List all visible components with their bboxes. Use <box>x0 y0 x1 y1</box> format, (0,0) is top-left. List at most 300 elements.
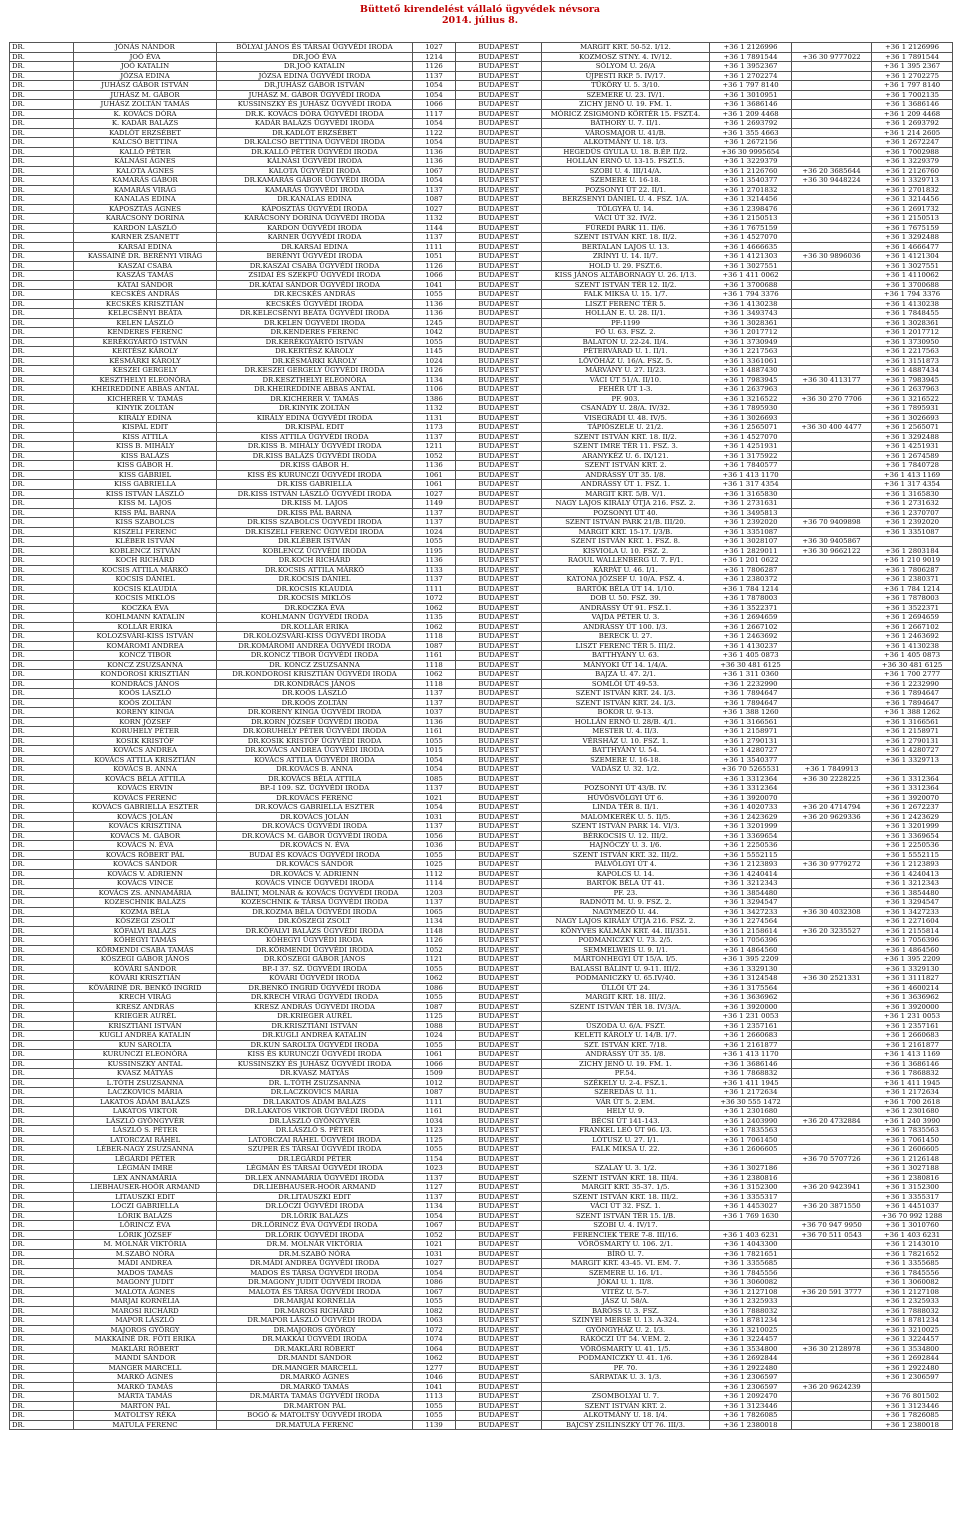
cell-fax: +36 1 3210025 <box>872 1325 953 1335</box>
cell-city: BUDAPEST <box>456 594 542 604</box>
cell-name: KOSIK KRISTÓF <box>74 736 217 746</box>
cell-phone: +36 1 8781234 <box>710 1316 792 1326</box>
cell-name: KISS B. MIHÁLY <box>74 442 217 452</box>
cell-phone: +36 1 2398476 <box>710 204 792 214</box>
cell-office: KISS ATTILA ÜGYVÉDI IRODA <box>217 432 413 442</box>
cell-name: KORENY KINGA <box>74 708 217 718</box>
cell-name: K. KOVÁCS DÓRA <box>74 109 217 119</box>
cell-office: DR.KASZAI CSABA ÜGYVÉDI IRODA <box>217 261 413 271</box>
cell-title: DR. <box>10 936 74 946</box>
cell-city: BUDAPEST <box>456 869 542 879</box>
cell-title: DR. <box>10 233 74 243</box>
cell-address: BARÓSS U. 3. FSZ. <box>542 1306 710 1316</box>
cell-zip: 1137 <box>413 233 456 243</box>
cell-office: DR.KANALAS EDINA <box>217 195 413 205</box>
cell-zip: 1134 <box>413 375 456 385</box>
cell-mobile: +36 30 9779272 <box>792 860 872 870</box>
table-row <box>10 907 953 917</box>
cell-mobile <box>792 242 872 252</box>
cell-address: PF.54. <box>542 1069 710 1079</box>
cell-fax: +36 76 801502 <box>872 1392 953 1402</box>
cell-fax: +36 1 2158971 <box>872 727 953 737</box>
cell-fax: +36 1 2172634 <box>872 1088 953 1098</box>
cell-zip: 1087 <box>413 1088 456 1098</box>
cell-phone: +36 30 555 1472 <box>710 1097 792 1107</box>
cell-title: DR. <box>10 489 74 499</box>
cell-zip: 1132 <box>413 404 456 414</box>
cell-fax: +36 1 700 2777 <box>872 670 953 680</box>
cell-name: JUHÁSZ M. GÁBOR <box>74 90 217 100</box>
cell-title: DR. <box>10 651 74 661</box>
table-row <box>10 841 953 851</box>
cell-name: LATORCZAI RÁHEL <box>74 1135 217 1145</box>
cell-zip: 1136 <box>413 147 456 157</box>
cell-title: DR. <box>10 423 74 433</box>
cell-fax: +36 1 3369654 <box>872 831 953 841</box>
cell-zip: 1211 <box>413 442 456 452</box>
cell-office: ZSIDAI ÉS SZEKFŰ ÜGYVÉDI IRODA <box>217 271 413 281</box>
cell-address: BÉCSI ÚT 141-143. <box>542 1116 710 1126</box>
cell-mobile: +36 20 4714794 <box>792 803 872 813</box>
cell-address: VAJDA PÉTER U. 3. <box>542 613 710 623</box>
cell-zip: 1062 <box>413 1354 456 1364</box>
cell-zip: 1067 <box>413 1221 456 1231</box>
cell-title: DR. <box>10 613 74 623</box>
cell-office: KOVÁCS ATTILA ÜGYVÉDI IRODA <box>217 755 413 765</box>
cell-city: BUDAPEST <box>456 1183 542 1193</box>
cell-title: DR. <box>10 185 74 195</box>
cell-fax: +36 1 317 4354 <box>872 480 953 490</box>
cell-mobile <box>792 708 872 718</box>
cell-fax: +36 1 3165830 <box>872 489 953 499</box>
cell-address: SZENT ISTVÁN TÉR 15. I/B. <box>542 1211 710 1221</box>
cell-mobile <box>792 1031 872 1041</box>
cell-city: BUDAPEST <box>456 964 542 974</box>
cell-address: JÁSZ U. 58/A. <box>542 1297 710 1307</box>
table-row <box>10 176 953 186</box>
cell-address: LISZT FERENC TÉR 5. III/2. <box>542 641 710 651</box>
cell-title: DR. <box>10 1316 74 1326</box>
cell-mobile <box>792 1012 872 1022</box>
cell-phone: +36 1 3920000 <box>710 1002 792 1012</box>
cell-mobile <box>792 869 872 879</box>
cell-phone: +36 1 7878003 <box>710 594 792 604</box>
cell-city: BUDAPEST <box>456 689 542 699</box>
cell-title: DR. <box>10 309 74 319</box>
cell-office: KOBLENCZ ÜGYVÉDI IRODA <box>217 546 413 556</box>
cell-name: MAGONY JUDIT <box>74 1278 217 1288</box>
cell-address: SZEMERE U. 16-18. <box>542 755 710 765</box>
cell-fax: +36 1 7002988 <box>872 147 953 157</box>
table-row <box>10 461 953 471</box>
cell-office: DR.LEX ANNAMÁRIA ÜGYVÉDI IRODA <box>217 1173 413 1183</box>
cell-mobile <box>792 461 872 471</box>
cell-title: DR. <box>10 100 74 110</box>
cell-office: DR.KISS ISTVÁN LÁSZLÓ ÜGYVÉDI IRODA <box>217 489 413 499</box>
cell-fax: +36 1 7894647 <box>872 689 953 699</box>
cell-address: BÁTHORY U. 7. II/1. <box>542 119 710 129</box>
cell-title: DR. <box>10 1116 74 1126</box>
cell-address: BATTHYÁNY U. 54. <box>542 746 710 756</box>
cell-fax: +36 1 2922480 <box>872 1363 953 1373</box>
cell-mobile <box>792 888 872 898</box>
cell-zip: 1088 <box>413 1021 456 1031</box>
cell-phone: +36 1 3427233 <box>710 907 792 917</box>
table-row <box>10 1154 953 1164</box>
cell-office: MADOS ÉS TÁRSA ÜGYVÉDI IRODA <box>217 1268 413 1278</box>
cell-address: SOMLÓI ÚT 49-53. <box>542 679 710 689</box>
cell-city: BUDAPEST <box>456 765 542 775</box>
cell-title: DR. <box>10 1211 74 1221</box>
cell-title: DR. <box>10 318 74 328</box>
cell-fax: +36 1 2123893 <box>872 860 953 870</box>
cell-name: LŐRIK JÓZSEF <box>74 1230 217 1240</box>
cell-title: DR. <box>10 822 74 832</box>
cell-city: BUDAPEST <box>456 565 542 575</box>
cell-address: SZENT ISTVÁN TÉR 18. IV/3/A. <box>542 1002 710 1012</box>
cell-fax: +36 1 8781234 <box>872 1316 953 1326</box>
cell-title: DR. <box>10 993 74 1003</box>
cell-title: DR. <box>10 727 74 737</box>
cell-fax: +36 1 3166561 <box>872 717 953 727</box>
cell-fax: +36 1 3212343 <box>872 879 953 889</box>
cell-office: DR.KOMÁROMI ANDREA ÜGYVÉDI IRODA <box>217 641 413 651</box>
cell-address: ZSOMBOLYAI U. 7. <box>542 1392 710 1402</box>
table-row <box>10 1002 953 1012</box>
cell-name: KISS GÁBOR H. <box>74 461 217 471</box>
cell-phone: +36 1 3351087 <box>710 527 792 537</box>
cell-phone: +36 1 7868832 <box>710 1069 792 1079</box>
cell-phone: +36 1 3212343 <box>710 879 792 889</box>
cell-mobile <box>792 1069 872 1079</box>
cell-zip: 1052 <box>413 945 456 955</box>
cell-mobile <box>792 622 872 632</box>
cell-address: KISVIOLA U. 10. FSZ. 2. <box>542 546 710 556</box>
cell-title: DR. <box>10 1183 74 1193</box>
table-row <box>10 290 953 300</box>
cell-title: DR. <box>10 1202 74 1212</box>
cell-fax: +36 1 7845556 <box>872 1268 953 1278</box>
cell-city: BUDAPEST <box>456 1363 542 1373</box>
cell-title: DR. <box>10 81 74 91</box>
cell-mobile <box>792 603 872 613</box>
table-row <box>10 1173 953 1183</box>
cell-address: ANDRÁSSY ÚT 1. FSZ. 1. <box>542 480 710 490</box>
cell-zip: 1061 <box>413 470 456 480</box>
cell-name: KISS SZABOLCS <box>74 518 217 528</box>
cell-fax: +36 1 2150513 <box>872 214 953 224</box>
cell-city: BUDAPEST <box>456 1202 542 1212</box>
cell-office: DR.MÁRTA TAMÁS ÜGYVÉDI IRODA <box>217 1392 413 1402</box>
table-row <box>10 1401 953 1411</box>
cell-city: BUDAPEST <box>456 432 542 442</box>
cell-office: DR.KICHERER V. TAMÁS <box>217 394 413 404</box>
cell-mobile <box>792 575 872 585</box>
table-row <box>10 1012 953 1022</box>
cell-address: HOLD U. 29. FSZT.6. <box>542 261 710 271</box>
cell-address: KOZMOSZ STNY. 4. IV/12. <box>542 52 710 62</box>
cell-office: BP.-I 37. SZ. ÜGYVÉDI IRODA <box>217 964 413 974</box>
cell-address: MÁRVÁNY U. 27. II/23. <box>542 366 710 376</box>
cell-mobile <box>792 280 872 290</box>
cell-name: KOVÁCS GABRIELLA ESZTER <box>74 803 217 813</box>
table-row <box>10 831 953 841</box>
cell-phone: +36 1 2660683 <box>710 1031 792 1041</box>
cell-address: ÜLLŐI ÚT 24. <box>542 983 710 993</box>
cell-mobile <box>792 1173 872 1183</box>
cell-address: ZICHY JENŐ U. 19. FM. 1. <box>542 100 710 110</box>
cell-fax: +36 1 4451037 <box>872 1202 953 1212</box>
cell-address <box>542 1012 710 1022</box>
cell-phone: +36 1 2325933 <box>710 1297 792 1307</box>
cell-name: KÖVÁRINÉ DR. BENKŐ INGRID <box>74 983 217 993</box>
cell-zip: 1149 <box>413 499 456 509</box>
cell-name: KOCSIS ATTILA MÁRKÓ <box>74 565 217 575</box>
cell-zip: 1055 <box>413 1401 456 1411</box>
cell-city: BUDAPEST <box>456 746 542 756</box>
cell-mobile <box>792 1306 872 1316</box>
cell-city: BUDAPEST <box>456 755 542 765</box>
cell-city: BUDAPEST <box>456 879 542 889</box>
cell-name: KŐVÁRI KRISZTIÁN <box>74 974 217 984</box>
cell-office: KARÁCSONY DORINA ÜGYVÉDI IRODA <box>217 214 413 224</box>
cell-city: BUDAPEST <box>456 366 542 376</box>
cell-address: HŰVÖSVÖLGYI ÚT 6. <box>542 793 710 803</box>
cell-name: KOVÁCS VINCE <box>74 879 217 889</box>
cell-title: DR. <box>10 575 74 585</box>
cell-address: VÖRÖSMARTY U. 41. 1/5. <box>542 1344 710 1354</box>
cell-title: DR. <box>10 1240 74 1250</box>
cell-phone: +36 1 2127108 <box>710 1287 792 1297</box>
cell-title: DR. <box>10 1221 74 1231</box>
cell-zip: 1062 <box>413 670 456 680</box>
cell-name: KVASZ MÁTYÁS <box>74 1069 217 1079</box>
cell-office: DR.LÉGÁRDI PÉTER <box>217 1154 413 1164</box>
cell-office: KŐVÁRI ÜGYVÉDI IRODA <box>217 974 413 984</box>
cell-fax: +36 1 7806287 <box>872 565 953 575</box>
cell-title: DR. <box>10 71 74 81</box>
cell-zip: 1137 <box>413 575 456 585</box>
cell-phone: +36 30 481 6125 <box>710 660 792 670</box>
cell-fax: +36 1 3920070 <box>872 793 953 803</box>
cell-office: KÁLNÁSI ÜGYVÉDI IRODA <box>217 157 413 167</box>
cell-phone: +36 1 7675159 <box>710 223 792 233</box>
cell-mobile <box>792 1278 872 1288</box>
table-row <box>10 869 953 879</box>
cell-name: KESZEI GERGELY <box>74 366 217 376</box>
cell-title: DR. <box>10 480 74 490</box>
cell-office: DR.MARTON PÁL <box>217 1401 413 1411</box>
cell-fax: +36 1 2017712 <box>872 328 953 338</box>
table-row <box>10 271 953 281</box>
table-row <box>10 556 953 566</box>
cell-title: DR. <box>10 223 74 233</box>
cell-office: DR. L.TÓTH ZSUZSANNA <box>217 1078 413 1088</box>
cell-office: KADÁR BALÁZS ÜGYVÉDI IRODA <box>217 119 413 129</box>
cell-address: POZSONYI ÚT 40. <box>542 508 710 518</box>
cell-address: LÓTUSZ U. 27. I/1. <box>542 1135 710 1145</box>
cell-name: MADOS TAMÁS <box>74 1268 217 1278</box>
cell-phone: +36 1 794 3376 <box>710 290 792 300</box>
cell-phone: +36 1 3686146 <box>710 100 792 110</box>
cell-title: DR. <box>10 214 74 224</box>
cell-address: SZEMERE U. 16-18. <box>542 176 710 186</box>
cell-title: DR. <box>10 917 74 927</box>
cell-title: DR. <box>10 90 74 100</box>
cell-city: BUDAPEST <box>456 157 542 167</box>
cell-mobile <box>792 1107 872 1117</box>
cell-zip: 1195 <box>413 546 456 556</box>
table-row <box>10 1373 953 1383</box>
cell-phone: +36 1 7895930 <box>710 404 792 414</box>
cell-office: DR.KADLÓT ERZSÉBET <box>217 128 413 138</box>
cell-office: DR.KARSAI EDINA <box>217 242 413 252</box>
cell-phone: +36 1 7806287 <box>710 565 792 575</box>
cell-fax: +36 1 7848455 <box>872 309 953 319</box>
cell-office: KUSSINSZKY ÉS JUHÁSZ ÜGYVÉDI IRODA <box>217 1059 413 1069</box>
cell-address: MARGIT KRT. 15-17. I/3/B. <box>542 527 710 537</box>
cell-address: BARTÓK BÉLA ÚT 14. 1/10. <box>542 584 710 594</box>
cell-name: KARÁCSONY DORINA <box>74 214 217 224</box>
cell-zip: 1111 <box>413 1097 456 1107</box>
cell-zip: 1137 <box>413 1192 456 1202</box>
cell-name: LÉGÁRDI PÉTER <box>74 1154 217 1164</box>
cell-address: VÁR ÚT 5. 2.EM. <box>542 1097 710 1107</box>
table-row <box>10 594 953 604</box>
cell-city: BUDAPEST <box>456 1021 542 1031</box>
cell-address: MARGIT KRT. 43-45. VI. EM. 7. <box>542 1259 710 1269</box>
cell-city: BUDAPEST <box>456 1097 542 1107</box>
cell-fax: +36 1 3123446 <box>872 1401 953 1411</box>
cell-name: LÓCZI GABRIELLA <box>74 1202 217 1212</box>
cell-mobile <box>792 1211 872 1221</box>
cell-name: KOVÁCS FERENC <box>74 793 217 803</box>
cell-name: KOVÁCS JOLÁN <box>74 812 217 822</box>
cell-phone: +36 1 355 4663 <box>710 128 792 138</box>
cell-fax: +36 1 3534800 <box>872 1344 953 1354</box>
table-row <box>10 1382 953 1392</box>
table-row <box>10 242 953 252</box>
cell-address: SZENT ISTVÁN KRT. 24. I/3. <box>542 698 710 708</box>
cell-phone: +36 1 2217563 <box>710 347 792 357</box>
table-row <box>10 204 953 214</box>
cell-zip: 1111 <box>413 242 456 252</box>
cell-mobile <box>792 233 872 243</box>
cell-city: BUDAPEST <box>456 926 542 936</box>
table-row <box>10 1031 953 1041</box>
cell-city: BUDAPEST <box>456 489 542 499</box>
cell-address: VÁCI ÚT 32. FSZ. 1. <box>542 1202 710 1212</box>
cell-zip: 1136 <box>413 461 456 471</box>
cell-city: BUDAPEST <box>456 1059 542 1069</box>
cell-address: BALASSI BÁLINT U. 9-11. III/2. <box>542 964 710 974</box>
cell-address: LISZT FERENC TÉR 5. <box>542 299 710 309</box>
cell-title: DR. <box>10 299 74 309</box>
cell-office: JUHÁSZ M. GÁBOR ÜGYVÉDI IRODA <box>217 90 413 100</box>
cell-zip: 1112 <box>413 869 456 879</box>
cell-name: KORN JÓZSEF <box>74 717 217 727</box>
cell-office: KAMARÁS ÜGYVÉDI IRODA <box>217 185 413 195</box>
cell-address: KÖNYVES KÁLMÁN KRT. 44. III/351. <box>542 926 710 936</box>
cell-fax: +36 1 7002135 <box>872 90 953 100</box>
table-row <box>10 850 953 860</box>
cell-title: DR. <box>10 1145 74 1155</box>
cell-office: DR.M.SZABÓ NÓRA <box>217 1249 413 1259</box>
cell-mobile <box>792 413 872 423</box>
cell-fax: +36 1 7840728 <box>872 461 953 471</box>
cell-title: DR. <box>10 252 74 262</box>
table-row <box>10 366 953 376</box>
cell-city: BUDAPEST <box>456 917 542 927</box>
cell-name: LIEBHAUSER-HOÓR ARMAND <box>74 1183 217 1193</box>
cell-zip: 1087 <box>413 1002 456 1012</box>
cell-title: DR. <box>10 679 74 689</box>
cell-zip: 1031 <box>413 1249 456 1259</box>
cell-zip: 1137 <box>413 784 456 794</box>
cell-office: DR.KISPÁL EDIT <box>217 423 413 433</box>
table-row <box>10 1221 953 1231</box>
table-row <box>10 252 953 262</box>
cell-phone: +36 1 413 1170 <box>710 1050 792 1060</box>
cell-address: BATTHYÁNY U. 63. <box>542 651 710 661</box>
cell-mobile: +36 20 3685644 <box>792 166 872 176</box>
table-row <box>10 185 953 195</box>
cell-address: FŰREDI PARK 11. II/6. <box>542 223 710 233</box>
cell-zip: 1135 <box>413 613 456 623</box>
cell-name: JOÓ ÉVA <box>74 52 217 62</box>
cell-office: DR.KRECH VIRÁG ÜGYVÉDI IRODA <box>217 993 413 1003</box>
cell-title: DR. <box>10 157 74 167</box>
table-row <box>10 1420 953 1430</box>
cell-address: PODMANICZKY U. 65.IV/40. <box>542 974 710 984</box>
cell-fax: +36 1 3355317 <box>872 1192 953 1202</box>
cell-city: BUDAPEST <box>456 508 542 518</box>
cell-name: LAKATOS ÁDÁM BALÁZS <box>74 1097 217 1107</box>
cell-mobile <box>792 746 872 756</box>
cell-phone: +36 1 3201999 <box>710 822 792 832</box>
table-row <box>10 926 953 936</box>
table-row <box>10 1344 953 1354</box>
cell-fax <box>872 1382 953 1392</box>
cell-city: BUDAPEST <box>456 1116 542 1126</box>
cell-title: DR. <box>10 841 74 851</box>
cell-city: BUDAPEST <box>456 1259 542 1269</box>
cell-mobile <box>792 736 872 746</box>
cell-name: K. KADÁR BALÁZS <box>74 119 217 129</box>
cell-zip: 1123 <box>413 1126 456 1136</box>
cell-zip: 1055 <box>413 993 456 1003</box>
cell-zip: 1062 <box>413 622 456 632</box>
cell-phone: +36 1 7835563 <box>710 1126 792 1136</box>
cell-fax: +36 1 2155814 <box>872 926 953 936</box>
cell-fax: +36 1 2271604 <box>872 917 953 927</box>
cell-phone: +36 1 3540377 <box>710 176 792 186</box>
cell-zip: 1136 <box>413 717 456 727</box>
table-row <box>10 480 953 490</box>
cell-name: KANALAS EDINA <box>74 195 217 205</box>
cell-name: LÖRINCZ ÉVA <box>74 1221 217 1231</box>
cell-office: KÁPOSZTÁS ÜGYVÉDI IRODA <box>217 204 413 214</box>
cell-mobile: +36 30 2128978 <box>792 1344 872 1354</box>
cell-name: KISPÁL EDIT <box>74 423 217 433</box>
cell-city: BUDAPEST <box>456 119 542 129</box>
cell-phone <box>710 1154 792 1164</box>
cell-zip: 1037 <box>413 708 456 718</box>
cell-title: DR. <box>10 195 74 205</box>
table-row <box>10 1097 953 1107</box>
cell-city: BUDAPEST <box>456 1249 542 1259</box>
cell-city: BUDAPEST <box>456 252 542 262</box>
